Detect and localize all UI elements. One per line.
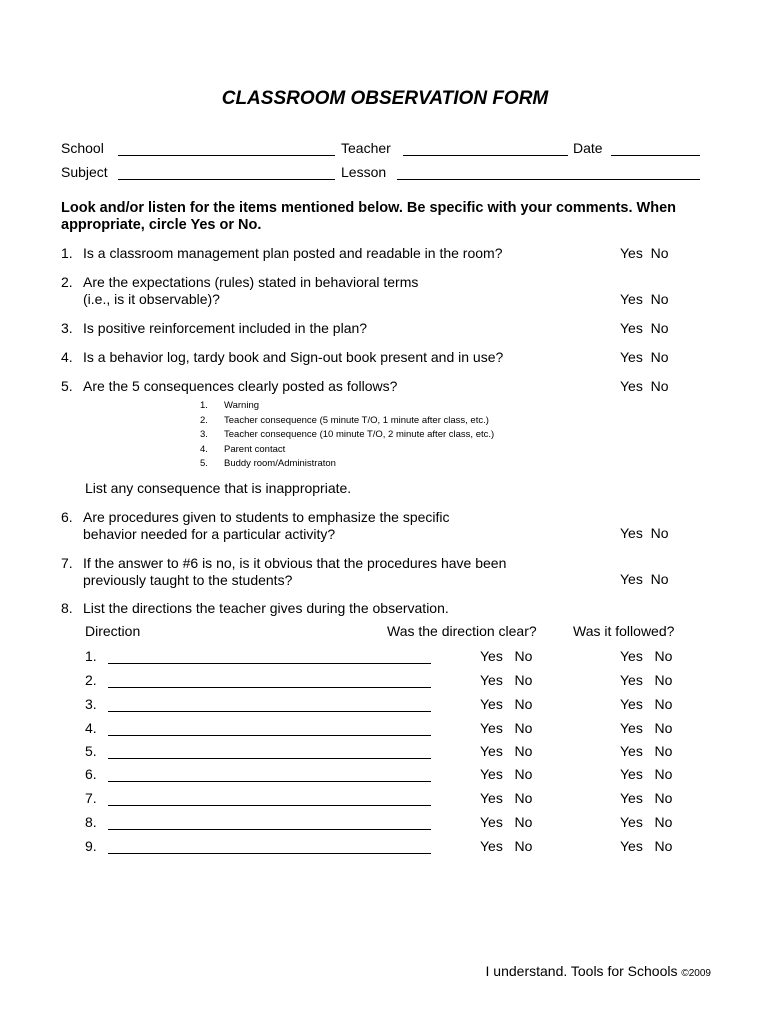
question-text: Are the expectations (rules) stated in behavioral terms (83, 274, 419, 290)
yes-option[interactable]: Yes (620, 648, 643, 664)
date-label: Date (573, 140, 603, 156)
direction-followed-yes-no (620, 720, 672, 736)
header-followed: Was it followed? (573, 623, 675, 639)
no-option[interactable]: No (654, 766, 673, 782)
school-label: School (61, 140, 104, 156)
no-option[interactable]: No (514, 672, 533, 688)
question-text-cont: previously taught to the students? (83, 572, 293, 588)
no-option[interactable]: No (650, 320, 669, 336)
school-field[interactable] (118, 155, 335, 156)
yes-no-q5 (620, 378, 669, 394)
direction-number: 5. (85, 743, 97, 759)
consequence-number: 2. (200, 415, 208, 426)
yes-option[interactable]: Yes (480, 672, 503, 688)
lesson-label: Lesson (341, 164, 387, 180)
yes-option[interactable]: Yes (480, 648, 503, 664)
no-option[interactable]: No (650, 525, 669, 541)
question-number: 3. (61, 320, 73, 336)
question-text: If the answer to #6 is no, is it obvious that the procedures have been (83, 555, 507, 571)
direction-clear-yes-no (480, 720, 532, 736)
direction-clear-yes-no (480, 790, 532, 806)
lesson-field[interactable] (397, 179, 700, 180)
no-option[interactable]: No (650, 571, 669, 587)
question-number: 7. (61, 555, 73, 571)
no-option[interactable]: No (654, 672, 673, 688)
direction-clear-yes-no (480, 766, 532, 782)
header-direction: Direction (85, 623, 141, 639)
no-option[interactable]: No (650, 349, 669, 365)
question-number: 1. (61, 245, 73, 261)
direction-followed-yes-no (620, 766, 672, 782)
footer-text: I understand. Tools for Schools (485, 963, 682, 979)
direction-input-line[interactable] (108, 663, 431, 664)
question-text: Are procedures given to students to emphasize the specific (83, 509, 450, 525)
direction-clear-yes-no (480, 696, 532, 712)
consequence-text: Parent contact (224, 444, 286, 455)
yes-option[interactable]: Yes (620, 320, 643, 336)
yes-option[interactable]: Yes (620, 525, 643, 541)
yes-option[interactable]: Yes (480, 814, 503, 830)
yes-option[interactable]: Yes (480, 696, 503, 712)
direction-clear-yes-no (480, 838, 532, 854)
no-option[interactable]: No (654, 838, 673, 854)
yes-option[interactable]: Yes (620, 349, 643, 365)
direction-number: 8. (85, 814, 97, 830)
yes-no-q2 (620, 291, 669, 307)
no-option[interactable]: No (650, 291, 669, 307)
direction-number: 3. (85, 696, 97, 712)
direction-number: 7. (85, 790, 97, 806)
direction-input-line[interactable] (108, 711, 431, 712)
date-field[interactable] (611, 155, 700, 156)
question-text: Is a behavior log, tardy book and Sign-out book present and in use? (83, 349, 504, 365)
no-option[interactable]: No (654, 720, 673, 736)
header-clear: Was the direction clear? (387, 623, 537, 639)
yes-option[interactable]: Yes (620, 814, 643, 830)
direction-input-line[interactable] (108, 781, 431, 782)
direction-followed-yes-no (620, 838, 672, 854)
direction-followed-yes-no (620, 648, 672, 664)
question-number: 6. (61, 509, 73, 525)
no-option[interactable]: No (514, 838, 533, 854)
yes-no-q1 (620, 245, 669, 261)
yes-option[interactable]: Yes (620, 571, 643, 587)
direction-input-line[interactable] (108, 687, 431, 688)
consequence-number: 1. (200, 400, 208, 411)
copyright: ©2009 (681, 968, 711, 979)
yes-option[interactable]: Yes (480, 838, 503, 854)
instructions: Look and/or listen for the items mentioned below. Be specific with your comments. When appropriate, circle Yes or No. (61, 200, 676, 233)
yes-option[interactable]: Yes (620, 766, 643, 782)
question-number: 2. (61, 274, 73, 290)
yes-option[interactable]: Yes (620, 743, 643, 759)
question-number: 8. (61, 600, 73, 616)
direction-input-line[interactable] (108, 853, 431, 854)
direction-followed-yes-no (620, 743, 672, 759)
teacher-field[interactable] (403, 155, 568, 156)
direction-input-line[interactable] (108, 735, 431, 736)
footer (486, 963, 711, 979)
subject-label: Subject (61, 164, 108, 180)
question-text-cont: behavior needed for a particular activity? (83, 526, 336, 542)
direction-input-line[interactable] (108, 758, 431, 759)
no-option[interactable]: No (650, 378, 669, 394)
direction-number: 6. (85, 766, 97, 782)
teacher-label: Teacher (341, 140, 391, 156)
no-option[interactable]: No (514, 743, 533, 759)
direction-clear-yes-no (480, 814, 532, 830)
yes-option[interactable]: Yes (620, 672, 643, 688)
direction-followed-yes-no (620, 672, 672, 688)
no-option[interactable]: No (514, 766, 533, 782)
yes-option[interactable]: Yes (480, 720, 503, 736)
inappropriate-prompt: List any consequence that is inappropriate. (85, 480, 352, 496)
consequence-text: Teacher consequence (10 minute T/O, 2 minute after class, etc.) (224, 429, 495, 440)
direction-followed-yes-no (620, 696, 672, 712)
question-text-cont: (i.e., is it observable)? (83, 291, 220, 307)
direction-input-line[interactable] (108, 829, 431, 830)
no-option[interactable]: No (514, 696, 533, 712)
question-text: Is positive reinforcement included in the plan? (83, 320, 368, 336)
no-option[interactable]: No (514, 790, 533, 806)
consequence-number: 3. (200, 429, 208, 440)
question-number: 4. (61, 349, 73, 365)
yes-no-q7 (620, 571, 669, 587)
page-title: CLASSROOM OBSERVATION FORM (221, 88, 549, 109)
yes-option[interactable]: Yes (620, 720, 643, 736)
consequence-number: 4. (200, 444, 208, 455)
direction-clear-yes-no (480, 648, 532, 664)
direction-number: 9. (85, 838, 97, 854)
no-option[interactable]: No (654, 743, 673, 759)
direction-number: 4. (85, 720, 97, 736)
question-number: 5. (61, 378, 73, 394)
subject-field[interactable] (118, 179, 335, 180)
yes-option[interactable]: Yes (620, 696, 643, 712)
no-option[interactable]: No (514, 720, 533, 736)
no-option[interactable]: No (654, 696, 673, 712)
direction-number: 1. (85, 648, 97, 664)
consequence-text: Buddy room/Administraton (224, 458, 336, 469)
yes-no-q4 (620, 349, 669, 365)
yes-option[interactable]: Yes (480, 790, 503, 806)
yes-no-q6 (620, 525, 669, 541)
direction-clear-yes-no (480, 672, 532, 688)
question-text: Is a classroom management plan posted and readable in the room? (83, 245, 503, 261)
direction-number: 2. (85, 672, 97, 688)
yes-option[interactable]: Yes (480, 743, 503, 759)
no-option[interactable]: No (654, 814, 673, 830)
question-text: Are the 5 consequences clearly posted as follows? (83, 378, 398, 394)
no-option[interactable]: No (514, 814, 533, 830)
no-option[interactable]: No (650, 245, 669, 261)
no-option[interactable]: No (654, 648, 673, 664)
consequence-text: Warning (224, 400, 260, 411)
yes-option[interactable]: Yes (620, 790, 643, 806)
no-option[interactable]: No (654, 790, 673, 806)
consequence-number: 5. (200, 458, 208, 469)
yes-option[interactable]: Yes (620, 291, 643, 307)
yes-option[interactable]: Yes (480, 766, 503, 782)
direction-followed-yes-no (620, 790, 672, 806)
yes-option[interactable]: Yes (620, 245, 643, 261)
direction-input-line[interactable] (108, 805, 431, 806)
yes-option[interactable]: Yes (620, 838, 643, 854)
question-text: List the directions the teacher gives during the observation. (83, 600, 449, 616)
direction-followed-yes-no (620, 814, 672, 830)
direction-clear-yes-no (480, 743, 532, 759)
yes-no-q3 (620, 320, 669, 336)
consequence-text: Teacher consequence (5 minute T/O, 1 minute after class, etc.) (224, 415, 489, 426)
no-option[interactable]: No (514, 648, 533, 664)
yes-option[interactable]: Yes (620, 378, 643, 394)
